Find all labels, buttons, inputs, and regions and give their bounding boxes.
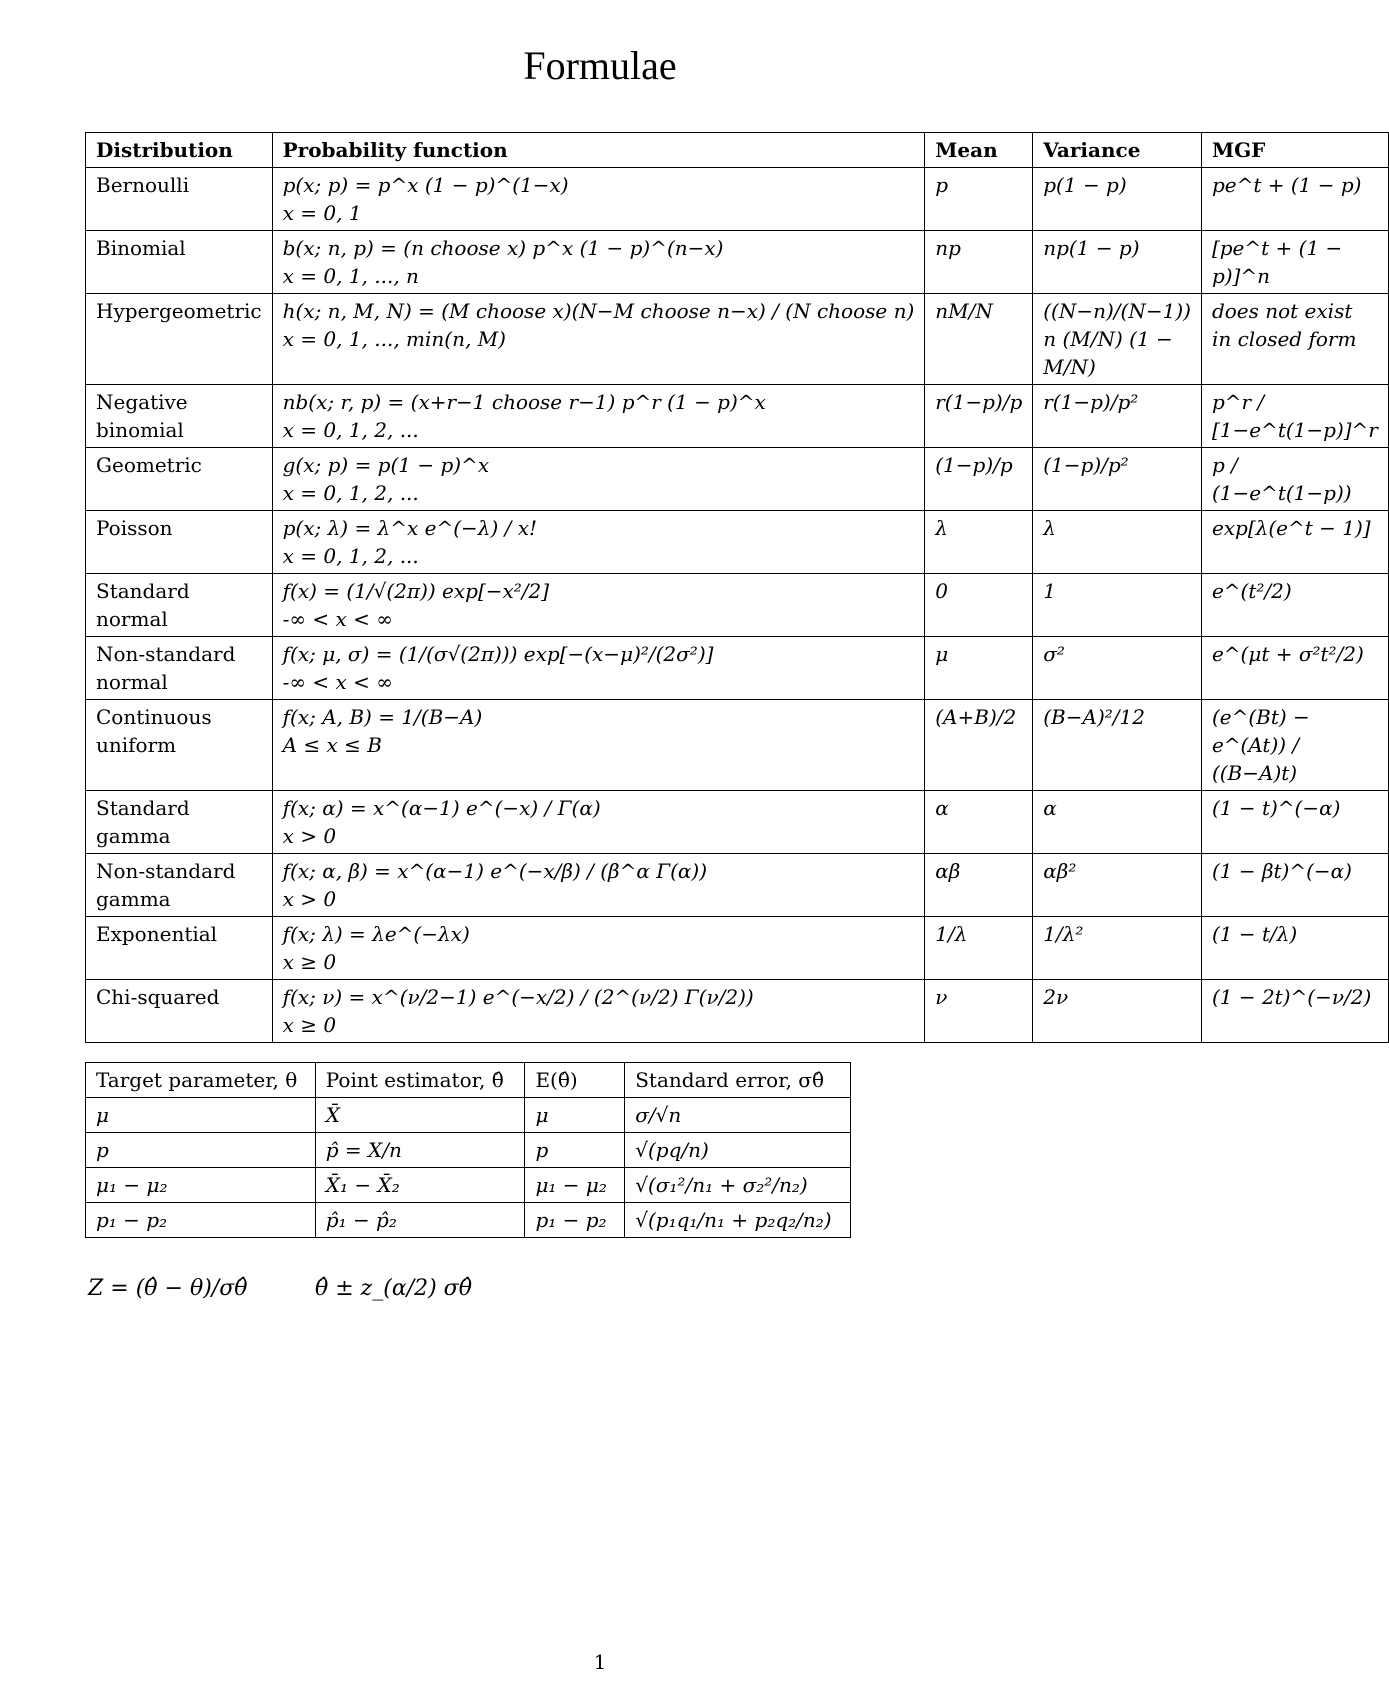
distribution-row [86,917,1389,980]
probability-formula: f(x) = (1/√(2π)) exp[−x²/2] [282,579,550,603]
mean-cell: ν [925,980,1033,1043]
variance-cell: r(1−p)/p² [1033,385,1202,448]
header-expectation: E(θ̂) [525,1063,625,1098]
distribution-name-cell: Standard gamma [86,791,273,854]
support-range: x > 0 [282,824,337,848]
probability-formula: f(x; λ) = λe^(−λx) [282,922,470,946]
std-error-cell: √(σ₁²/n₁ + σ₂²/n₂) [625,1168,851,1203]
page-number: 1 [593,1650,607,1674]
target-cell: p₁ − p₂ [86,1203,316,1238]
probability-function-cell [272,294,925,385]
probability-function-cell [272,574,925,637]
support-range: x = 0, 1 [282,201,362,225]
header-target-parameter: Target parameter, θ [86,1063,316,1098]
page-title: Formulae [523,43,677,88]
mean-cell: np [925,231,1033,294]
distribution-table [85,132,1389,1043]
probability-formula: nb(x; r, p) = (x+r−1 choose r−1) p^r (1 − p)^x [282,390,766,414]
distribution-name-cell: Hypergeometric [86,294,273,385]
distribution-name-cell: Negative binomial [86,385,273,448]
estimator-cell: p̂ = X/n [315,1133,525,1168]
estimator-cell: X̄ [315,1098,525,1133]
estimator-row [86,1203,851,1238]
distribution-name-cell: Poisson [86,511,273,574]
estimator-table [85,1062,851,1238]
variance-cell: αβ² [1033,854,1202,917]
expectation-cell: p [525,1133,625,1168]
mean-cell: p [925,168,1033,231]
estimator-header-row [86,1063,851,1098]
support-range: x ≥ 0 [282,950,337,974]
mgf-cell: (1 − t)^(−α) [1201,791,1388,854]
expectation-cell: μ₁ − μ₂ [525,1168,625,1203]
support-range: x > 0 [282,887,337,911]
std-error-cell: σ/√n [625,1098,851,1133]
header-mgf: MGF [1201,133,1388,168]
estimator-row [86,1098,851,1133]
mgf-cell: [pe^t + (1 − p)]^n [1201,231,1388,294]
support-range: x = 0, 1, 2, ... [282,544,419,568]
distribution-row [86,294,1389,385]
mgf-cell: e^(t²/2) [1201,574,1388,637]
probability-formula: p(x; λ) = λ^x e^(−λ) / x! [282,516,538,540]
mean-cell: 0 [925,574,1033,637]
distribution-name-cell: Non-standard gamma [86,854,273,917]
distribution-name-cell: Standard normal [86,574,273,637]
mean-cell: αβ [925,854,1033,917]
header-standard-error: Standard error, σθ̂ [625,1063,851,1098]
confidence-interval-formula: θ̂ ± z_(α/2) σθ̂ [315,1276,472,1301]
mgf-cell: (e^(Bt) − e^(At)) / ((B−A)t) [1201,700,1388,791]
probability-function-cell [272,700,925,791]
support-range: x = 0, 1, 2, ... [282,418,419,442]
support-range: x ≥ 0 [282,1013,337,1037]
bottom-formulas [88,1276,472,1301]
expectation-cell: μ [525,1098,625,1133]
distribution-row [86,574,1389,637]
mean-cell: 1/λ [925,917,1033,980]
support-range: -∞ < x < ∞ [282,670,393,694]
variance-cell: α [1033,791,1202,854]
distribution-row [86,980,1389,1043]
mean-cell: μ [925,637,1033,700]
target-cell: μ₁ − μ₂ [86,1168,316,1203]
distribution-row [86,637,1389,700]
distribution-row [86,854,1389,917]
variance-cell: np(1 − p) [1033,231,1202,294]
z-statistic-formula: Z = (θ̂ − θ)/σθ̂ [88,1276,248,1301]
variance-cell: (1−p)/p² [1033,448,1202,511]
distribution-row [86,511,1389,574]
distribution-name-cell: Non-standard normal [86,637,273,700]
mean-cell: λ [925,511,1033,574]
support-range: x = 0, 1, ..., min(n, M) [282,327,506,351]
mean-cell: (1−p)/p [925,448,1033,511]
mean-cell: r(1−p)/p [925,385,1033,448]
estimator-cell: p̂₁ − p̂₂ [315,1203,525,1238]
header-distribution: Distribution [86,133,273,168]
variance-cell: λ [1033,511,1202,574]
support-range: A ≤ x ≤ B [282,733,382,757]
mgf-cell: p^r / [1−e^t(1−p)]^r [1201,385,1388,448]
probability-function-cell [272,231,925,294]
support-range: x = 0, 1, 2, ... [282,481,419,505]
variance-cell: p(1 − p) [1033,168,1202,231]
probability-function-cell [272,637,925,700]
probability-formula: f(x; ν) = x^(ν/2−1) e^(−x/2) / (2^(ν/2) Γ(ν/2)) [282,985,754,1009]
variance-cell: 1 [1033,574,1202,637]
probability-formula: f(x; μ, σ) = (1/(σ√(2π))) exp[−(x−μ)²/(2σ²)] [282,642,714,666]
variance-cell: σ² [1033,637,1202,700]
header-probability-function: Probability function [272,133,925,168]
probability-formula: f(x; α) = x^(α−1) e^(−x) / Γ(α) [282,796,601,820]
mean-cell: α [925,791,1033,854]
probability-formula: p(x; p) = p^x (1 − p)^(1−x) [282,173,569,197]
distribution-header-row [86,133,1389,168]
distribution-row [86,700,1389,791]
variance-cell: 2ν [1033,980,1202,1043]
mgf-cell: (1 − 2t)^(−ν/2) [1201,980,1388,1043]
estimator-cell: X̄₁ − X̄₂ [315,1168,525,1203]
distribution-row [86,385,1389,448]
distribution-row [86,448,1389,511]
probability-function-cell [272,791,925,854]
distribution-row [86,791,1389,854]
probability-formula: f(x; α, β) = x^(α−1) e^(−x/β) / (β^α Γ(α)) [282,859,708,883]
variance-cell: (B−A)²/12 [1033,700,1202,791]
probability-function-cell [272,980,925,1043]
distribution-name-cell: Binomial [86,231,273,294]
mgf-cell: p / (1−e^t(1−p)) [1201,448,1388,511]
distribution-name-cell: Continuous uniform [86,700,273,791]
expectation-cell: p₁ − p₂ [525,1203,625,1238]
target-cell: μ [86,1098,316,1133]
mgf-cell: (1 − βt)^(−α) [1201,854,1388,917]
mgf-cell: exp[λ(e^t − 1)] [1201,511,1388,574]
variance-cell: 1/λ² [1033,917,1202,980]
distribution-name-cell: Bernoulli [86,168,273,231]
probability-formula: b(x; n, p) = (n choose x) p^x (1 − p)^(n−x) [282,236,724,260]
header-mean: Mean [925,133,1033,168]
probability-function-cell [272,448,925,511]
std-error-cell: √(p₁q₁/n₁ + p₂q₂/n₂) [625,1203,851,1238]
probability-function-cell [272,854,925,917]
target-cell: p [86,1133,316,1168]
mgf-cell: does not exist in closed form [1201,294,1388,385]
distribution-name-cell: Chi-squared [86,980,273,1043]
probability-function-cell [272,917,925,980]
estimator-row [86,1133,851,1168]
distribution-name-cell: Geometric [86,448,273,511]
probability-formula: g(x; p) = p(1 − p)^x [282,453,490,477]
support-range: -∞ < x < ∞ [282,607,393,631]
mean-cell: (A+B)/2 [925,700,1033,791]
mean-cell: nM/N [925,294,1033,385]
distribution-name-cell: Exponential [86,917,273,980]
probability-formula: f(x; A, B) = 1/(B−A) [282,705,483,729]
mgf-cell: e^(μt + σ²t²/2) [1201,637,1388,700]
variance-cell: ((N−n)/(N−1)) n (M/N) (1 − M/N) [1033,294,1202,385]
probability-function-cell [272,511,925,574]
probability-function-cell [272,385,925,448]
distribution-row [86,168,1389,231]
support-range: x = 0, 1, ..., n [282,264,419,288]
estimator-row [86,1168,851,1203]
header-point-estimator: Point estimator, θ̂ [315,1063,525,1098]
header-variance: Variance [1033,133,1202,168]
distribution-row [86,231,1389,294]
mgf-cell: (1 − t/λ) [1201,917,1388,980]
mgf-cell: pe^t + (1 − p) [1201,168,1388,231]
probability-function-cell [272,168,925,231]
probability-formula: h(x; n, M, N) = (M choose x)(N−M choose n−x) / (N choose n) [282,299,915,323]
std-error-cell: √(pq/n) [625,1133,851,1168]
